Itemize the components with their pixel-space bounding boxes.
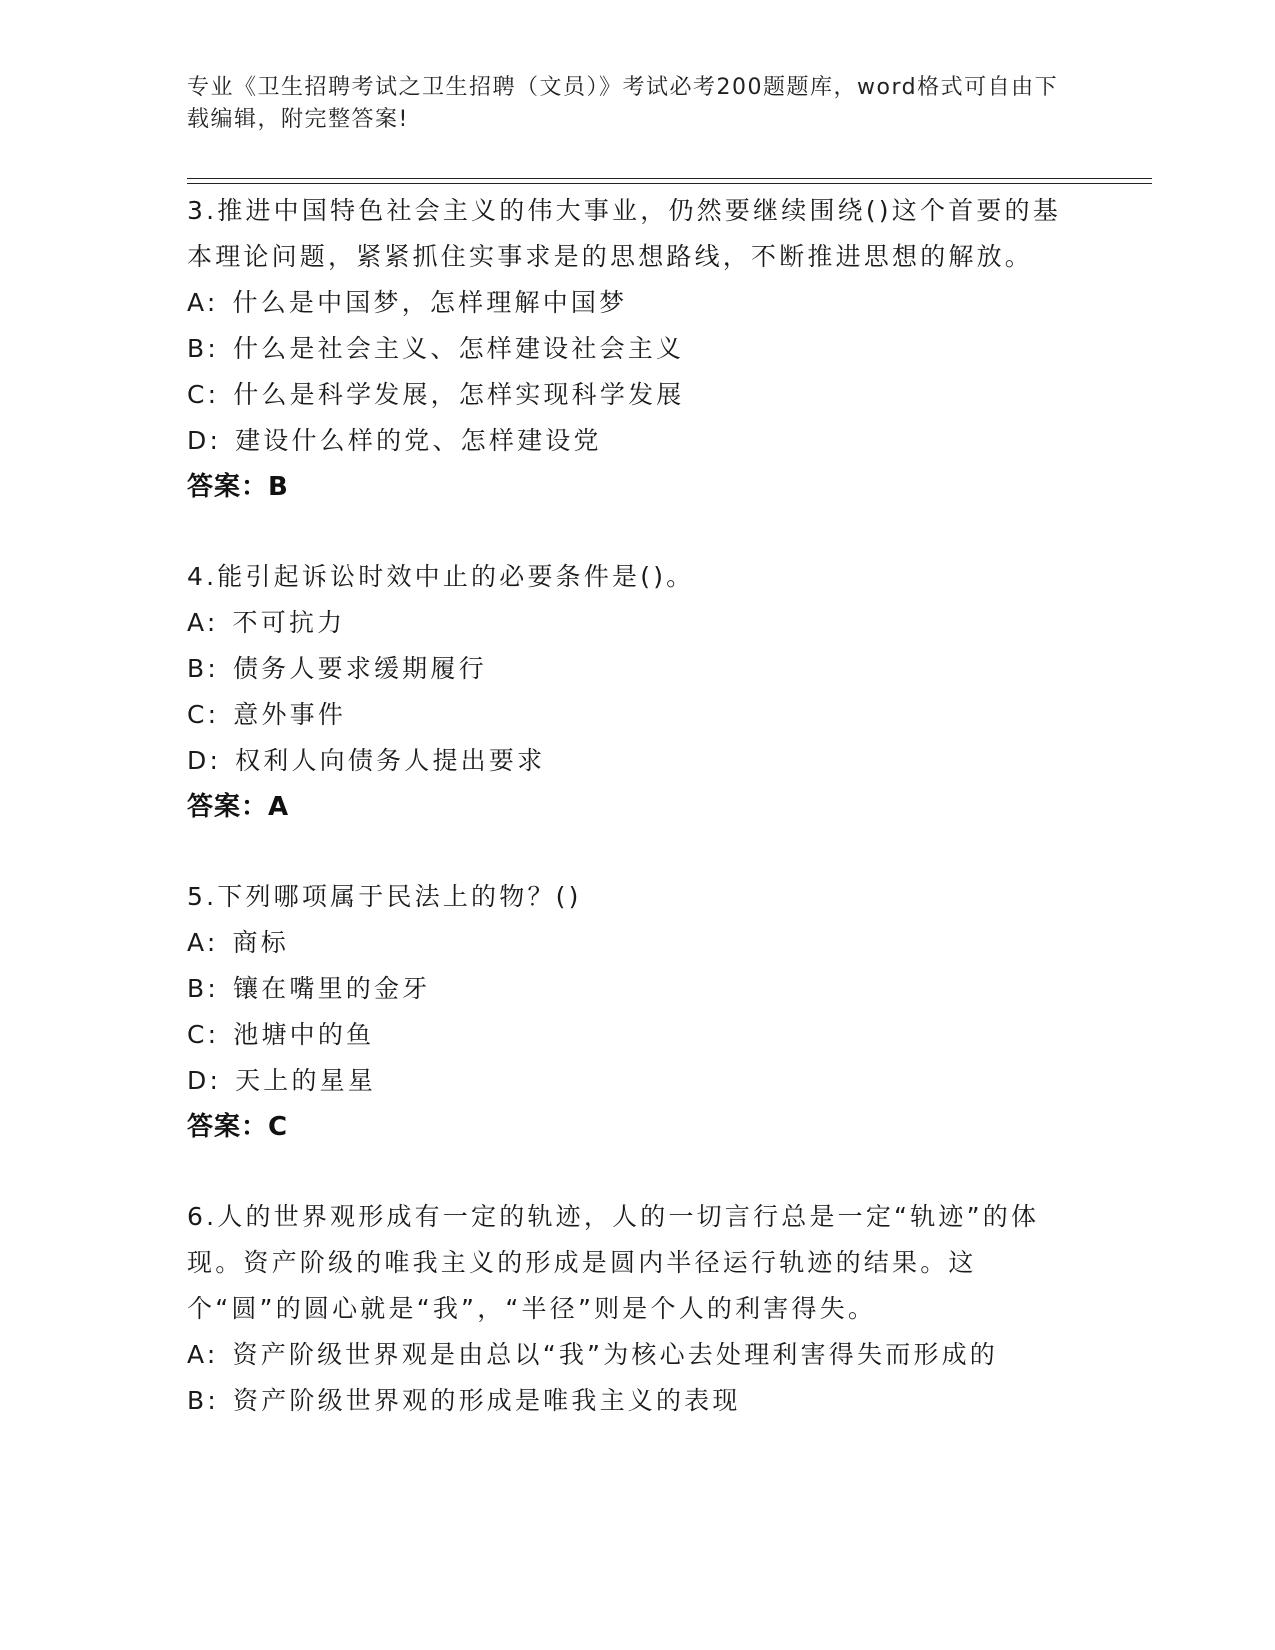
option-a [187,920,1067,966]
option-key: C: [187,380,220,409]
option-text: 什么是中国梦，怎样理解中国梦 [232,288,628,317]
option-a [187,1332,1067,1378]
option-text: 债务人要求缓期履行 [232,654,487,683]
question-6 [187,1194,1067,1424]
question-stem: 5.下列哪项属于民法上的物？() [187,882,582,911]
option-c [187,372,1067,418]
option-text: 不可抗力 [232,608,346,637]
question-stem: 4.能引起诉讼时效中止的必要条件是()。 [187,562,695,591]
option-text: 什么是社会主义、怎样建设社会主义 [232,334,685,363]
option-d [187,1058,1067,1104]
option-b [187,1378,1067,1424]
answer-line: 答案：A [187,792,290,822]
option-key: A: [187,608,219,637]
option-key: D: [187,1066,222,1095]
question-stem: 3.推进中国特色社会主义的伟大事业，仍然要继续围绕()这个首要的基本理论问题，紧紧抓住实事求是的思想路线，不断推进思想的解放。 [187,196,1061,271]
option-b [187,966,1067,1012]
option-c [187,692,1067,738]
option-a [187,280,1067,326]
question-5 [187,874,1067,1150]
option-key: A: [187,288,219,317]
document-header: 专业《卫生招聘考试之卫生招聘（文员）》考试必考200题题库，word格式可自由下载编辑，附完整答案! [187,75,1059,132]
option-text: 意外事件 [233,700,347,729]
option-text: 天上的星星 [235,1066,377,1095]
option-d [187,738,1067,784]
option-text: 资产阶级世界观的形成是唯我主义的表现 [232,1386,741,1415]
question-spacer [187,830,1067,874]
option-key: D: [187,746,222,775]
option-text: 商标 [232,928,289,957]
option-b [187,646,1067,692]
option-key: B: [187,654,219,683]
answer-line: 答案：B [187,472,289,502]
option-key: B: [187,1386,219,1415]
option-a [187,600,1067,646]
option-key: C: [187,700,220,729]
option-text: 镶在嘴里的金牙 [232,974,431,1003]
header-rule-top [187,178,1152,179]
option-key: C: [187,1020,220,1049]
question-stem: 6.人的世界观形成有一定的轨迹，人的一切言行总是一定“轨迹”的体现。资产阶级的唯我主义的形成是圆内半径运行轨迹的结果。这个“圆”的圆心就是“我”，“半径”则是个人的利害得失。 [187,1202,1040,1323]
option-key: A: [187,928,219,957]
option-text: 资产阶级世界观是由总以“我”为核心去处理利害得失而形成的 [232,1340,999,1369]
option-key: B: [187,334,219,363]
question-spacer [187,1150,1067,1194]
option-d [187,418,1067,464]
option-key: A: [187,1340,219,1369]
option-b [187,326,1067,372]
question-4 [187,554,1067,830]
option-text: 建设什么样的党、怎样建设党 [235,426,602,455]
question-3 [187,188,1067,510]
question-spacer [187,510,1067,554]
option-text: 什么是科学发展，怎样实现科学发展 [233,380,685,409]
header-rule-bottom [187,183,1152,184]
option-c [187,1012,1067,1058]
answer-line: 答案：C [187,1112,289,1142]
option-key: B: [187,974,219,1003]
option-key: D: [187,426,222,455]
option-text: 权利人向债务人提出要求 [235,746,546,775]
option-text: 池塘中的鱼 [233,1020,375,1049]
question-list [187,188,1067,1424]
